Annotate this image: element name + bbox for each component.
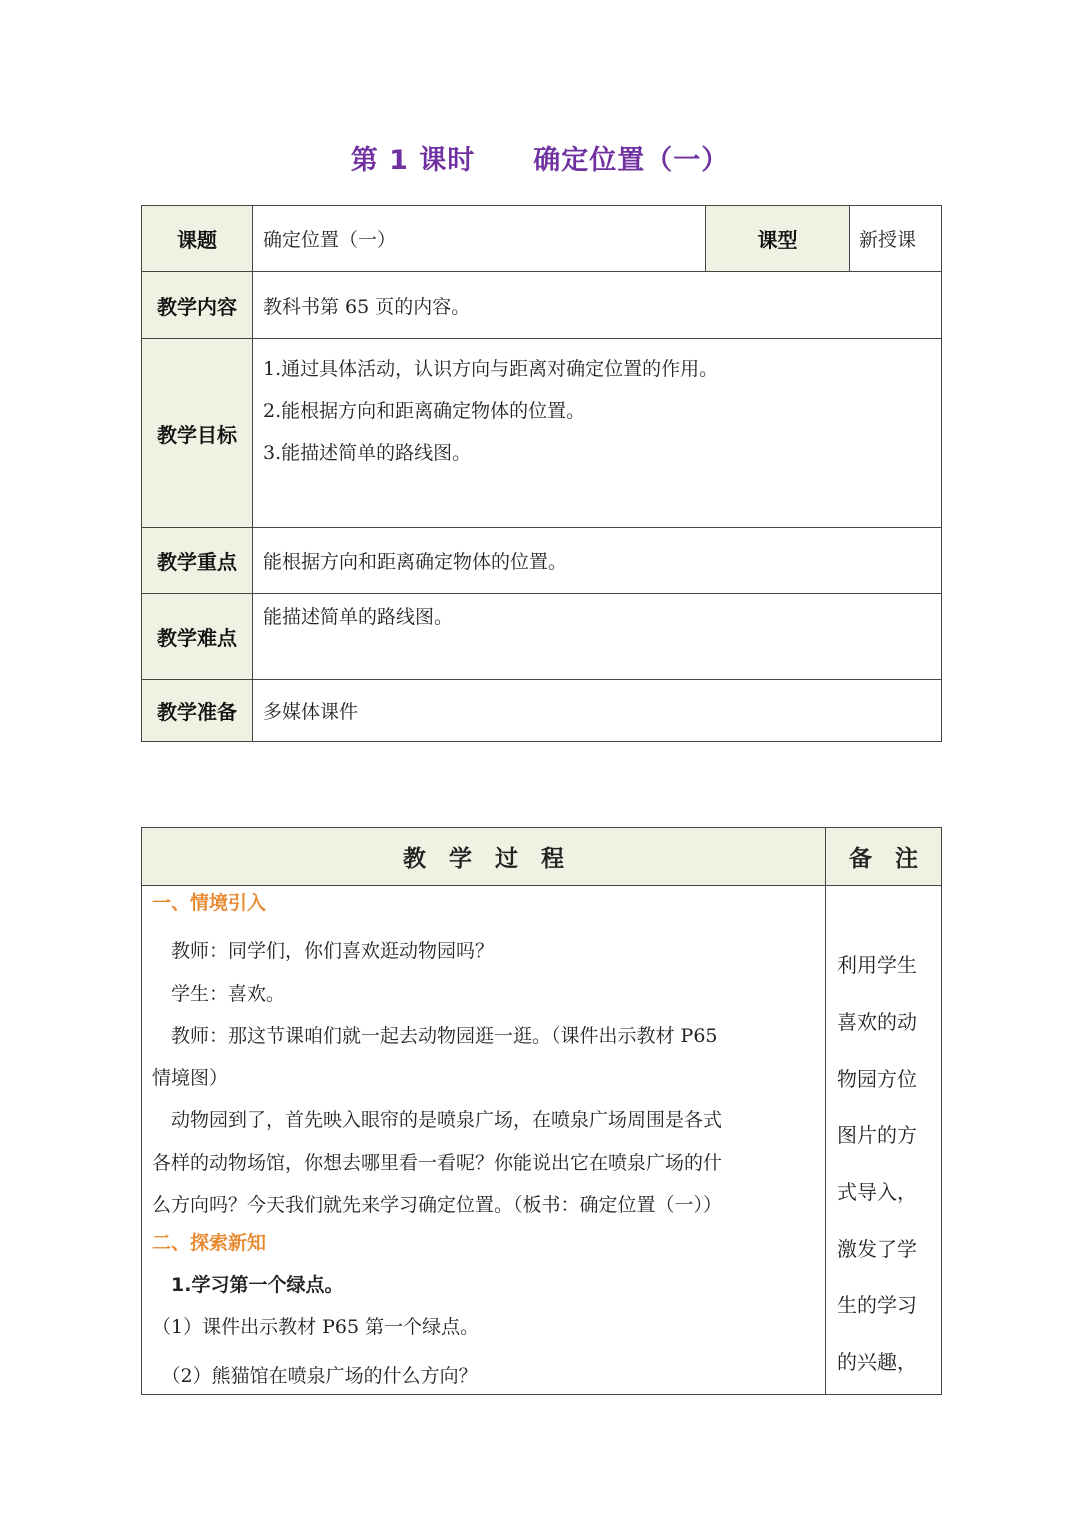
note-line: 生的学习 (837, 1293, 917, 1317)
process-line: 教师：那这节课咱们就一起去动物园逛一逛。（课件出示教材 P65 (152, 1025, 718, 1047)
notes-content (826, 886, 942, 1395)
lesson-topic: 确定位置（一） (533, 145, 730, 176)
type-value: 新授课 (850, 206, 942, 272)
note-line: 的兴趣， (837, 1350, 917, 1374)
subject-value: 确定位置（一） (253, 206, 706, 272)
process-header: 教 学 过 程 (142, 828, 826, 886)
process-line: 各样的动物场馆，你想去哪里看一看呢？你能说出它在喷泉广场的什 (152, 1152, 723, 1174)
key-label: 教学重点 (142, 528, 253, 594)
section-heading: 二、探索新知 (152, 1232, 267, 1254)
notes-header: 备 注 (826, 828, 942, 886)
prep-value: 多媒体课件 (253, 680, 942, 742)
page-title (0, 138, 1080, 177)
goals-label: 教学目标 (142, 339, 253, 528)
goal-item: 3.能描述简单的路线图。 (263, 442, 472, 464)
process-line: 学生：喜欢。 (152, 983, 286, 1005)
process-content (142, 886, 826, 1395)
process-line: 情境图） (152, 1067, 229, 1089)
lesson-info-table (141, 205, 942, 742)
note-line: 图片的方 (837, 1123, 917, 1147)
goals-list (253, 339, 942, 528)
note-line: 物园方位 (837, 1067, 917, 1091)
teaching-process-table (141, 827, 942, 1395)
key-value: 能根据方向和距离确定物体的位置。 (253, 528, 942, 594)
section-heading: 一、情境引入 (152, 892, 267, 914)
lesson-number: 第 1 课时 (350, 145, 476, 176)
subject-label: 课题 (142, 206, 253, 272)
note-line: 激发了学 (837, 1237, 917, 1261)
content-label: 教学内容 (142, 272, 253, 339)
type-label: 课型 (706, 206, 850, 272)
process-line: 么方向吗？今天我们就先来学习确定位置。（板书：确定位置（一）） (152, 1194, 723, 1216)
process-line: （2）熊猫馆在喷泉广场的什么方向？ (152, 1365, 478, 1387)
prep-label: 教学准备 (142, 680, 253, 742)
note-line: 喜欢的动 (837, 1010, 917, 1034)
goal-item: 1.通过具体活动，认识方向与距离对确定位置的作用。 (263, 358, 719, 380)
process-line: 动物园到了，首先映入眼帘的是喷泉广场，在喷泉广场周围是各式 (152, 1109, 723, 1131)
process-line: （1）课件出示教材 P65 第一个绿点。 (152, 1316, 480, 1338)
content-value: 教科书第 65 页的内容。 (253, 272, 942, 339)
difficulty-value: 能描述简单的路线图。 (253, 594, 942, 680)
process-line: 1.学习第一个绿点。 (152, 1274, 344, 1296)
goal-item: 2.能根据方向和距离确定物体的位置。 (263, 400, 586, 422)
difficulty-label: 教学难点 (142, 594, 253, 680)
process-line: 教师：同学们，你们喜欢逛动物园吗？ (152, 940, 495, 962)
note-line: 式导入， (837, 1180, 917, 1204)
note-line: 利用学生 (837, 953, 917, 977)
